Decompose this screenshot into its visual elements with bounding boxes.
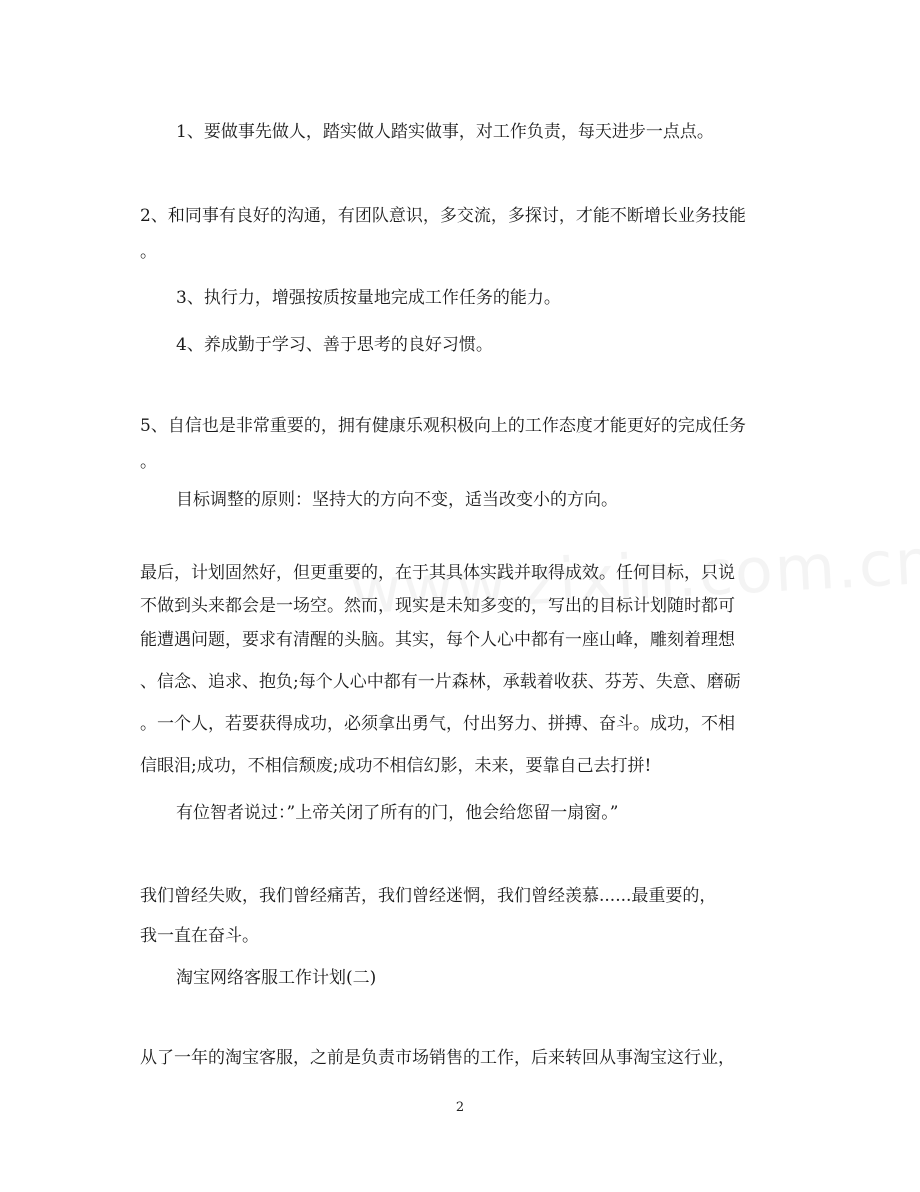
item-2-text-line-2: 。 xyxy=(140,242,157,262)
struggle-line-2: 我一直在奋斗。 xyxy=(140,926,259,946)
quote-text: 有位智者说过：”上帝关闭了所有的门，他会给您留一扇窗。” xyxy=(176,803,619,823)
page-number: 2 xyxy=(455,1100,465,1115)
conclusion-line-6: 信眼泪;成功，不相信颓废;成功不相信幻影，未来，要靠自己去打拼! xyxy=(140,756,652,776)
principle-text: 目标调整的原则：坚持大的方向不变，适当改变小的方向。 xyxy=(176,490,618,510)
item-2-text-line-1: 2、和同事有良好的沟通，有团队意识，多交流，多探讨，才能不断增长业务技能 xyxy=(140,206,746,226)
item-5-text-line-1: 5、自信也是非常重要的，拥有健康乐观积极向上的工作态度才能更好的完成任务 xyxy=(140,416,746,436)
item-5-text-line-2: 。 xyxy=(140,452,157,472)
conclusion-line-4: 、信念、追求、抱负;每个人心中都有一片森林，承载着收获、芬芳、失意、磨砺 xyxy=(140,672,741,692)
item-3-text: 3、执行力，增强按质按量地完成工作任务的能力。 xyxy=(176,288,561,308)
conclusion-line-3: 能遭遇问题，要求有清醒的头脑。其实，每个人心中都有一座山峰，雕刻着理想 xyxy=(140,630,735,650)
intro-line-1: 从了一年的淘宝客服，之前是负责市场销售的工作，后来转回从事淘宝这行业， xyxy=(140,1048,735,1068)
section-title: 淘宝网络客服工作计划(二) xyxy=(176,968,377,988)
item-4-text: 4、养成勤于学习、善于思考的良好习惯。 xyxy=(176,335,493,355)
conclusion-line-5: 。一个人，若要获得成功，必须拿出勇气，付出努力、拼搏、奋斗。成功，不相 xyxy=(140,714,735,734)
conclusion-line-1: 最后，计划固然好，但更重要的，在于其具体实践并取得成效。任何目标，只说 xyxy=(140,563,735,583)
item-1-text: 1、要做事先做人，踏实做人踏实做事，对工作负责，每天进步一点点。 xyxy=(176,122,714,142)
struggle-line-1: 我们曾经失败，我们曾经痛苦，我们曾经迷惘，我们曾经羡慕......最重要的， xyxy=(140,886,717,906)
conclusion-line-2: 不做到头来都会是一场空。然而，现实是未知多变的，写出的目标计划随时都可 xyxy=(140,596,735,616)
